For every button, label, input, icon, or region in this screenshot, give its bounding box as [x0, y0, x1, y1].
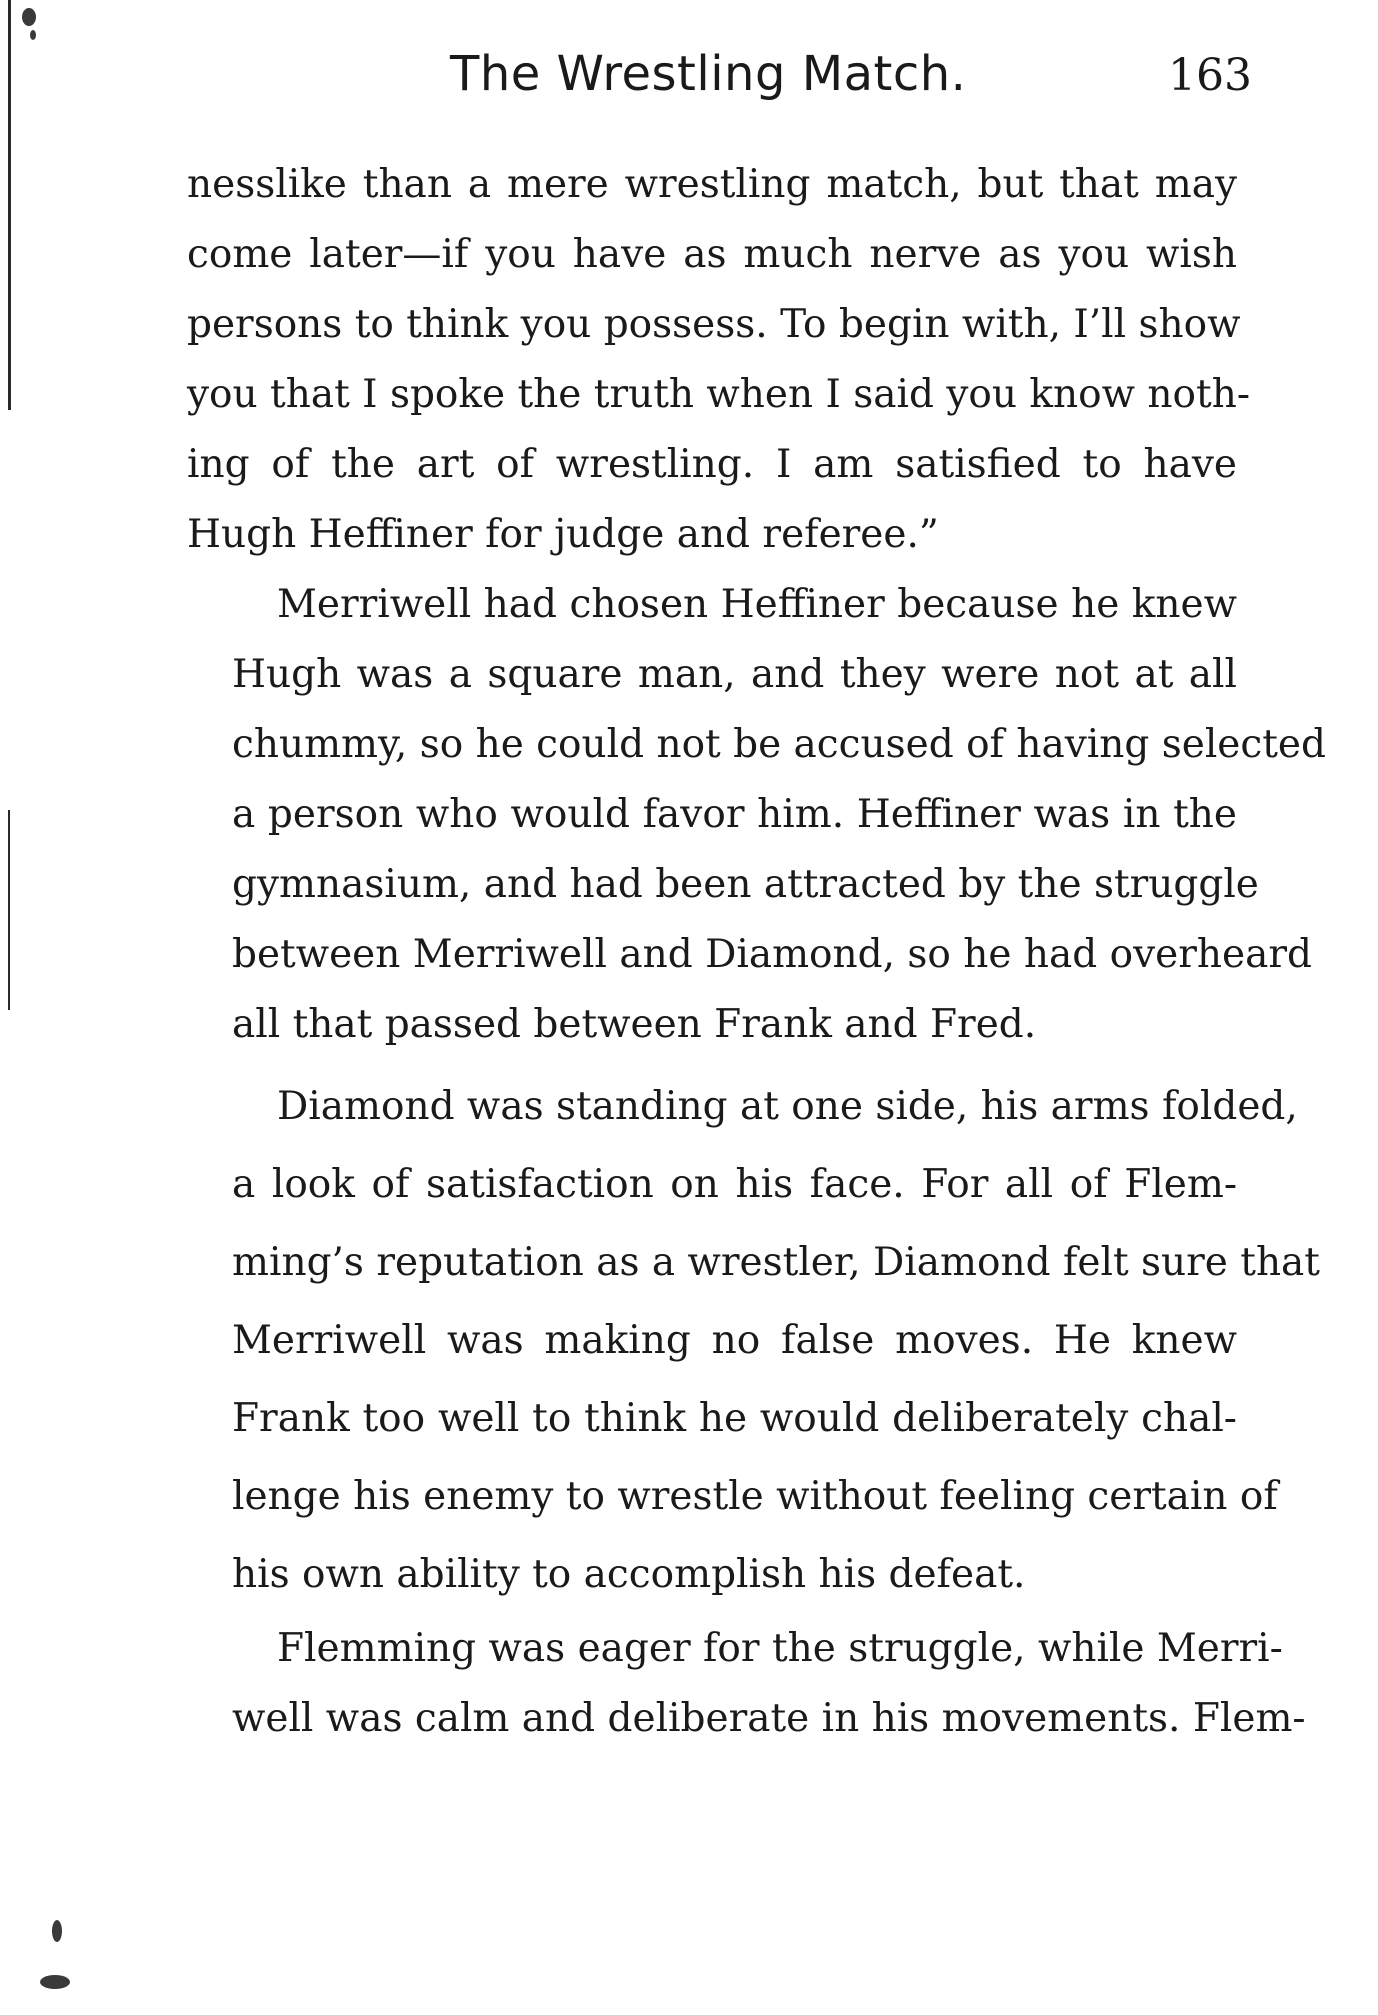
binding-edge-mark-lower: [8, 810, 10, 1010]
text-line: Hugh was a square man, and they were not at all: [232, 652, 1237, 697]
paragraph: [187, 570, 1326, 1060]
text-line: a person who would favor him. Heffiner was in the: [232, 792, 1237, 837]
paragraph: [187, 1068, 1320, 1614]
scan-speck: [40, 1975, 70, 1989]
text-line: nesslike than a mere wrestling match, but that may: [187, 162, 1237, 207]
text-line: Frank too well to think he would deliberately chal-: [232, 1396, 1237, 1441]
text-line: Merriwell had chosen Heffiner because he knew: [277, 582, 1237, 627]
running-title: The Wrestling Match.: [450, 46, 967, 102]
scan-speck: [22, 8, 36, 26]
text-line: persons to think you possess. To begin with, I’ll show: [187, 302, 1241, 347]
text-line: lenge his enemy to wrestle without feeling certain of: [232, 1474, 1278, 1519]
text-line: chummy, so he could not be accused of having selected: [232, 722, 1326, 767]
text-line: Hugh Heffiner for judge and referee.”: [187, 512, 939, 557]
paragraph: [187, 150, 1250, 570]
text-line: ing of the art of wrestling. I am satisfied to have: [187, 442, 1237, 487]
scan-speck: [30, 30, 36, 40]
text-line: gymnasium, and had been attracted by the struggle: [232, 862, 1259, 907]
running-header: [0, 46, 1378, 116]
text-line: a look of satisfaction on his face. For all of Flem-: [232, 1162, 1237, 1207]
text-line: between Merriwell and Diamond, so he had overheard: [232, 932, 1312, 977]
text-line: Diamond was standing at one side, his arms folded,: [277, 1084, 1298, 1129]
text-line: his own ability to accomplish his defeat.: [232, 1552, 1026, 1597]
text-line: you that I spoke the truth when I said you know noth-: [187, 372, 1250, 417]
body-text: [187, 150, 1326, 1754]
text-line: well was calm and deliberate in his movements. Flem-: [232, 1696, 1306, 1741]
paragraph: [187, 1614, 1306, 1754]
text-line: Merriwell was making no false moves. He knew: [232, 1318, 1237, 1363]
page-number: 163: [1168, 50, 1252, 101]
text-line: ming’s reputation as a wrestler, Diamond felt sure that: [232, 1240, 1320, 1285]
text-line: Flemming was eager for the struggle, while Merri-: [277, 1626, 1283, 1671]
text-line: come later—if you have as much nerve as you wish: [187, 232, 1237, 277]
scan-speck: [52, 1920, 62, 1942]
text-line: all that passed between Frank and Fred.: [232, 1002, 1037, 1047]
